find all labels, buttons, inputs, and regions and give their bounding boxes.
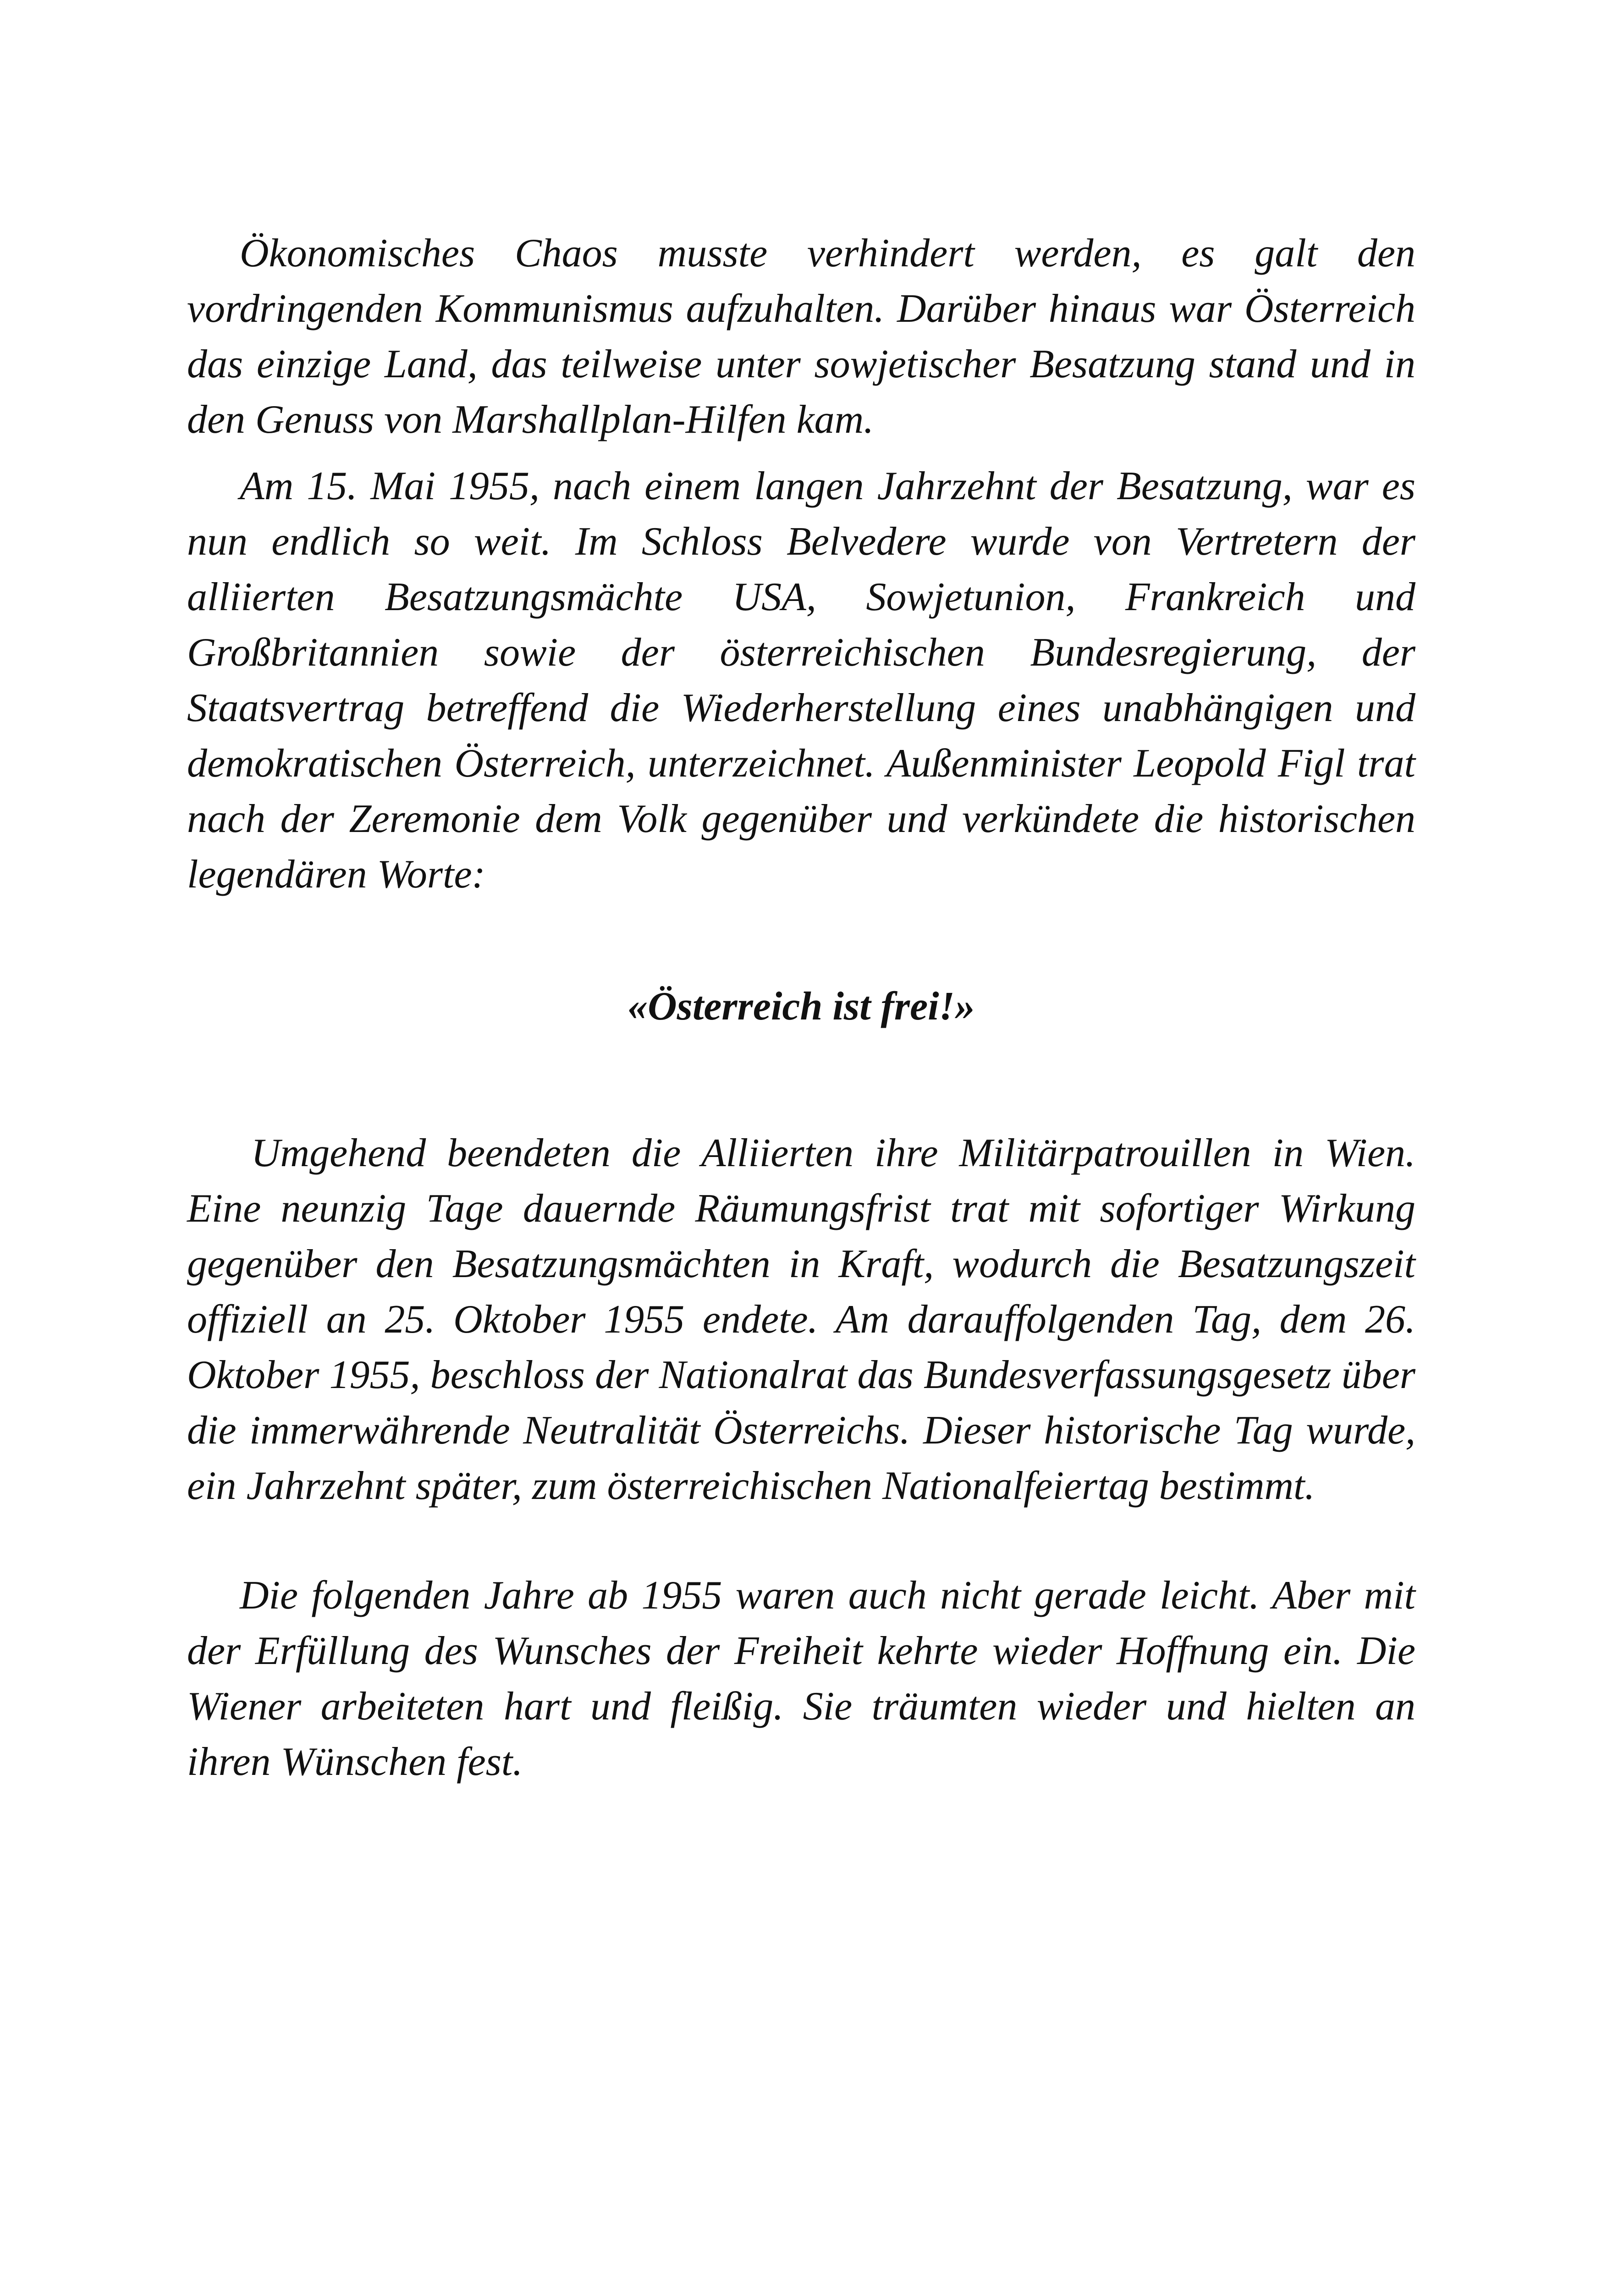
paragraph-text: Die folgenden Jahre ab 1955 waren auch nicht gerade leicht. Aber mit der Erfüllung des Wunsches der Freiheit kehrte wieder Hoffnung ein. Die Wiener arbeiteten hart und fleißig. Sie träumten wieder und hielten an ihren Wünschen fest. xyxy=(187,1573,1415,1784)
paragraph-occupation-end xyxy=(187,1125,1415,1514)
paragraph-text: Umgehend beendeten die Alliierten ihre Militärpatrouillen in Wien. Eine neunzig Tage dauernde Räumungsfrist trat mit sofortiger Wirkung gegenüber den Besatzungsmächten in Kraft, wodurch die Besatzungszeit offiziell an 25. Oktober 1955 endete. Am darauffolgenden Tag, dem 26. Oktober 1955, beschloss der Nationalrat das Bundesverfassungsgesetz über die immerwährende Neutralität Österreichs. Dieser historische Tag wurde, ein Jahrzehnt später, zum österreichischen Nationalfeiertag bestimmt. xyxy=(187,1131,1415,1508)
paragraph-text: Ökonomisches Chaos musste verhindert werden, es galt den vordringenden Kommunismus aufzuhalten. Darüber hinaus war Österreich das einzige Land, das teilweise unter sowjetischer Besatzung stand und in den Genuss von Marshallplan-Hilfen kam. xyxy=(187,231,1415,442)
paragraph-state-treaty xyxy=(187,458,1415,902)
paragraph-following-years xyxy=(187,1568,1415,1790)
figl-quote: «Österreich ist frei!» xyxy=(628,984,975,1029)
paragraph-economic-chaos xyxy=(187,226,1415,447)
paragraph-text: Am 15. Mai 1955, nach einem langen Jahrzehnt der Besatzung, war es nun endlich so weit. Im Schloss Belvedere wurde von Vertretern der alliierten Besatzungsmächte USA, Sowjetunion, Frankreich und Großbritannien sowie der österreichischen Bundesregierung, der Staatsvertrag betreffend die Wiederherstellung eines unabhängigen und demokratischen Österreich, unterzeichnet. Außenminister Leopold Figl trat nach der Zeremonie dem Volk gegenüber und verkündete die historischen legendären Worte: xyxy=(187,464,1415,897)
